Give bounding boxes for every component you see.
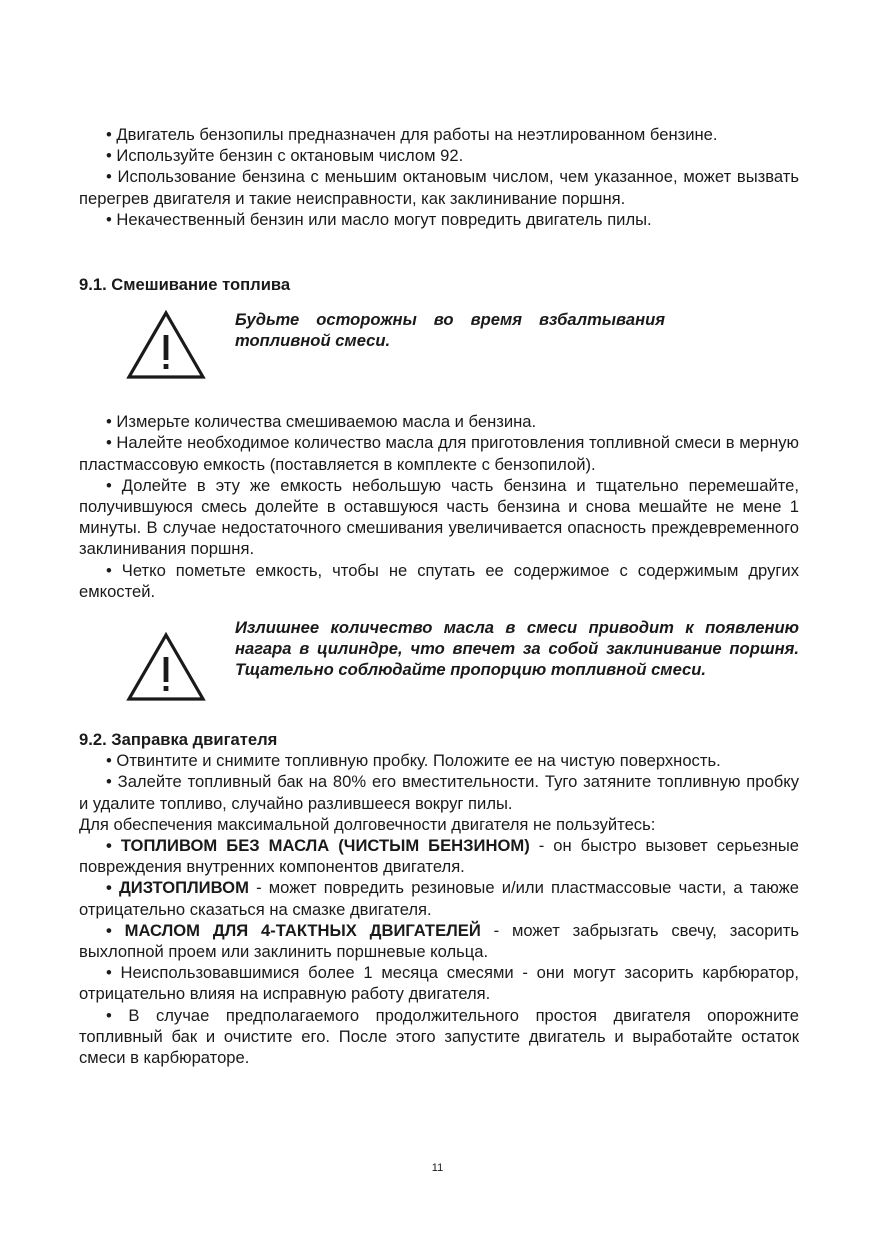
page-number: 11 <box>431 1162 444 1174</box>
intro-paragraph: • Двигатель бензопилы предназначен для работы на неэтлированном бензине. <box>106 125 718 144</box>
list-item <box>79 835 799 877</box>
warning-block <box>79 309 799 389</box>
list-item: • Залейте топливный бак на 80% его вместительности. Туго затяните топливную пробку и удалите топливо, случайно разлившееся вокруг пилы. <box>79 772 799 813</box>
list-item: • Четко пометьте емкость, чтобы не спутать ее содержимое с содержимым других емкостей. <box>79 560 799 601</box>
list-item: • Неиспользовавшимися более 1 месяца смесями - они могут засорить карбюратор, отрицательно влияя на исправную работу двигателя. <box>79 963 799 1004</box>
list-item: • В случае предполагаемого продолжительного простоя двигателя опорожните топливный бак и очистите его. После этого запустите двигатель и выработайте остаток смеси в карбюраторе. <box>79 1005 799 1068</box>
list-item-text: - может забрызгать свечу, засорить выхлопной проем или заклинить поршневые кольца. <box>79 920 800 962</box>
list-item <box>79 877 799 919</box>
intro-paragraph: • Использование бензина с меньшим октановым числом, чем указанное, может вызвать перегрев двигателя и такие неисправности, как заклинивание поршня. <box>79 167 799 208</box>
list-item: • Измерьте количества смешиваемою масла и бензина. <box>106 412 537 432</box>
list-item: • Долейте в эту же емкость небольшую часть бензина и тщательно перемешайте, получившуюся смесь долейте в оставшуюся часть бензина и снова мешайте не мене 1 минуты. В случае недостаточного смешивания увеличивается опасность преждевременного заклинивания поршня. <box>79 475 799 559</box>
list-item: • Отвинтите и снимите топливную пробку. Положите ее на чистую поверхность. <box>106 751 721 771</box>
section-heading-refuel: 9.2. Заправка двигателя <box>79 730 278 750</box>
list-item <box>79 920 799 962</box>
list-item-emphasis: • ДИЗТОПЛИВОМ <box>106 878 249 898</box>
document-page <box>79 124 799 1068</box>
list-item: • Налейте необходимое количество масла для приготовления топливной смеси в мерную пластмассовую емкость (поставляется в комплекте с бензопилой). <box>79 433 799 474</box>
list-item-emphasis: • ТОПЛИВОМ БЕЗ МАСЛА (ЧИСТЫМ БЕНЗИНОМ) <box>106 836 530 856</box>
section-heading-mixing: 9.1. Смешивание топлива <box>79 275 291 295</box>
list-item-emphasis: • МАСЛОМ ДЛЯ 4-ТАКТНЫХ ДВИГАТЕЛЕЙ <box>106 920 481 940</box>
list-item-text: - может повредить резиновые и/или пластмассовые части, а таюже отрицательно сказаться на смазке двигателя. <box>79 878 800 919</box>
warning-text: Излишнее количество масла в смеси приводит к появлению нагара в цилиндре, что впечет за собой заклинивание поршня. Тщательно соблюдайте пропорцию топливной смеси. <box>235 618 799 680</box>
warning-text: Будьте осторожны во время взбалтывания топливной смеси. <box>235 310 665 351</box>
list-item-text: - он быстро вызовет серьезные повреждения внутренних компонентов двигателя. <box>79 836 799 877</box>
warning-triangle-icon <box>125 631 207 703</box>
lead-paragraph: Для обеспечения максимальной долговечности двигателя не пользуйтесь: <box>79 814 656 834</box>
intro-paragraph: • Используйте бензин с октановым числом 92. <box>106 146 464 166</box>
intro-paragraph: • Некачественный бензин или масло могут повредить двигатель пилы. <box>106 209 652 229</box>
warning-triangle-icon <box>125 309 207 381</box>
warning-block-oil <box>79 617 799 709</box>
